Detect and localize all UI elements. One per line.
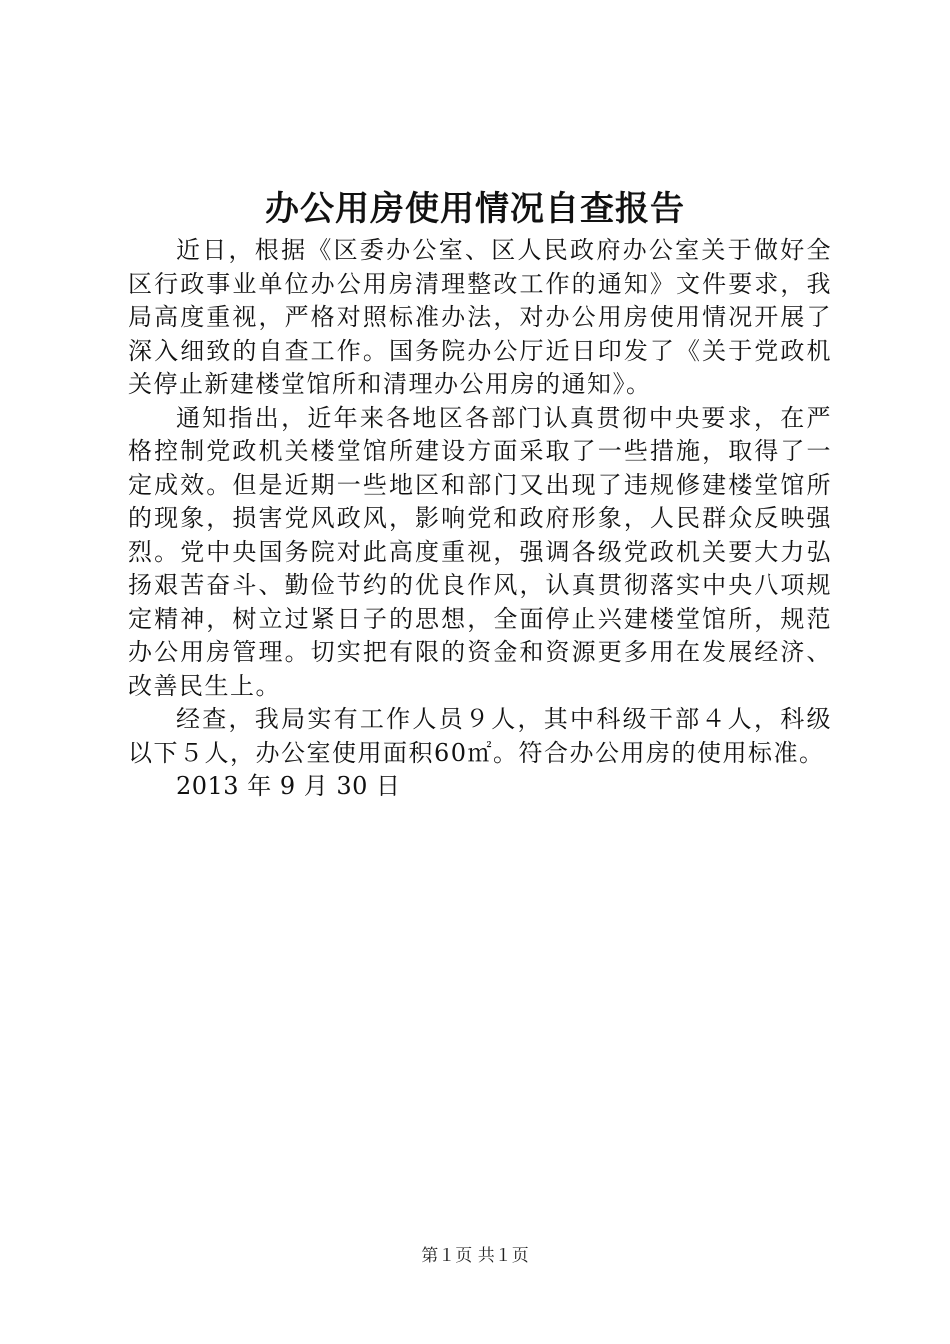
report-date: 2013 年 9 月 30 日 xyxy=(176,772,401,800)
document-title: 办公用房使用情况自查报告 xyxy=(265,189,685,229)
paragraph-3: 经查，我局实有工作人员９人，其中科级干部４人，科级以下５人，办公室使用面积60㎡。符合办公用房的使用标准。 xyxy=(128,705,832,767)
paragraph-2: 通知指出，近年来各地区各部门认真贯彻中央要求，在严格控制党政机关楼堂馆所建设方面采取了一些措施，取得了一定成效。但是近期一些地区和部门又出现了违规修建楼堂馆所的现象，损害党风政风，影响党和政府形象，人民群众反映强烈。党中央国务院对此高度重视，强调各级党政机关要大力弘扬艰苦奋斗、勤俭节约的优良作风，认真贯彻落实中央八项规定精神，树立过紧日子的思想，全面停止兴建楼堂馆所，规范办公用房管理。切实把有限的资金和资源更多用在发展经济、改善民生上。 xyxy=(128,403,832,700)
page-footer: 第１页 共１页 xyxy=(421,1246,529,1266)
document-body xyxy=(128,234,832,804)
paragraph-1: 近日，根据《区委办公室、区人民政府办公室关于做好全区行政事业单位办公用房清理整改工作的通知》文件要求，我局高度重视，严格对照标准办法，对办公用房使用情况开展了深入细致的自查工作。国务院办公厅近日印发了《关于党政机关停止新建楼堂馆所和清理办公用房的通知》。 xyxy=(128,236,832,398)
